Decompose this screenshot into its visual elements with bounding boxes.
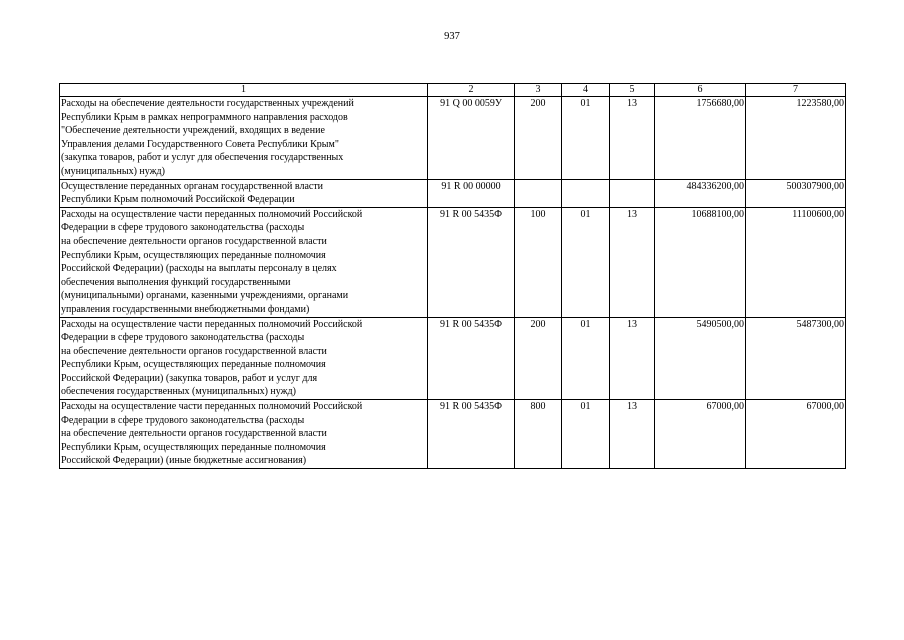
table-row (60, 317, 846, 400)
expense-name: Расходы на осуществление части переданных полномочий Российской Федерации в сфере трудового законодательства (расходы на обеспечение деятельности органов государственной власти Республики Крым, осуществляющих переданные полномочия Российской Федерации) (иные бюджетные ассигнования) (60, 400, 428, 469)
subsection-code: 13 (610, 207, 655, 317)
section-code: 01 (562, 207, 610, 317)
column-header-6: 6 (655, 84, 746, 97)
amount-year-2: 1223580,00 (746, 97, 846, 180)
column-header-1: 1 (60, 84, 428, 97)
target-article-code: 91 R 00 5435Ф (428, 400, 515, 469)
target-article-code: 91 R 00 00000 (428, 179, 515, 207)
column-header-5: 5 (610, 84, 655, 97)
amount-year-1: 67000,00 (655, 400, 746, 469)
page-number: 937 (444, 31, 460, 42)
subsection-code: 13 (610, 317, 655, 400)
column-header-2: 2 (428, 84, 515, 97)
table-row (60, 207, 846, 317)
expense-type-code: 200 (515, 97, 562, 180)
amount-year-1: 1756680,00 (655, 97, 746, 180)
target-article-code: 91 R 00 5435Ф (428, 207, 515, 317)
budget-table (59, 83, 846, 469)
table-body (60, 97, 846, 469)
expense-type-code: 800 (515, 400, 562, 469)
amount-year-2: 11100600,00 (746, 207, 846, 317)
table-header (60, 84, 846, 97)
subsection-code: 13 (610, 400, 655, 469)
amount-year-2: 67000,00 (746, 400, 846, 469)
expense-name: Расходы на обеспечение деятельности государственных учреждений Республики Крым в рамках непрограммного направления расходов "Обеспечение деятельности учреждений, входящих в ведение Управления делами Государственного Совета Республики Крым" (закупка товаров, работ и услуг для обеспечения государственных (муниципальных) нужд) (60, 97, 428, 180)
amount-year-2: 500307900,00 (746, 179, 846, 207)
header-row (60, 84, 846, 97)
target-article-code: 91 R 00 5435Ф (428, 317, 515, 400)
amount-year-1: 5490500,00 (655, 317, 746, 400)
section-code: 01 (562, 317, 610, 400)
column-header-7: 7 (746, 84, 846, 97)
section-code: 01 (562, 400, 610, 469)
table-row (60, 400, 846, 469)
subsection-code: 13 (610, 97, 655, 180)
expense-name: Расходы на осуществление части переданных полномочий Российской Федерации в сфере трудового законодательства (расходы на обеспечение деятельности органов государственной власти Республики Крым, осуществляющих переданные полномочия Российской Федерации) (закупка товаров, работ и услуг для обеспечения государственных (муниципальных) нужд) (60, 317, 428, 400)
expense-name: Расходы на осуществление части переданных полномочий Российской Федерации в сфере трудового законодательства (расходы на обеспечение деятельности органов государственной власти Республики Крым, осуществляющих переданные полномочия Российской Федерации) (расходы на выплаты персоналу в целях обеспечения выполнения функций государственными (муниципальными) органами, казенными учреждениями, органами управления государственными внебюджетными фондами) (60, 207, 428, 317)
amount-year-2: 5487300,00 (746, 317, 846, 400)
section-code: 01 (562, 97, 610, 180)
expense-type-code: 100 (515, 207, 562, 317)
amount-year-1: 10688100,00 (655, 207, 746, 317)
target-article-code: 91 Q 00 0059У (428, 97, 515, 180)
section-code (562, 179, 610, 207)
expense-type-code: 200 (515, 317, 562, 400)
subsection-code (610, 179, 655, 207)
expense-type-code (515, 179, 562, 207)
amount-year-1: 484336200,00 (655, 179, 746, 207)
table-row (60, 97, 846, 180)
column-header-4: 4 (562, 84, 610, 97)
expense-name: Осуществление переданных органам государственной власти Республики Крым полномочий Российской Федерации (60, 179, 428, 207)
column-header-3: 3 (515, 84, 562, 97)
table-row (60, 179, 846, 207)
